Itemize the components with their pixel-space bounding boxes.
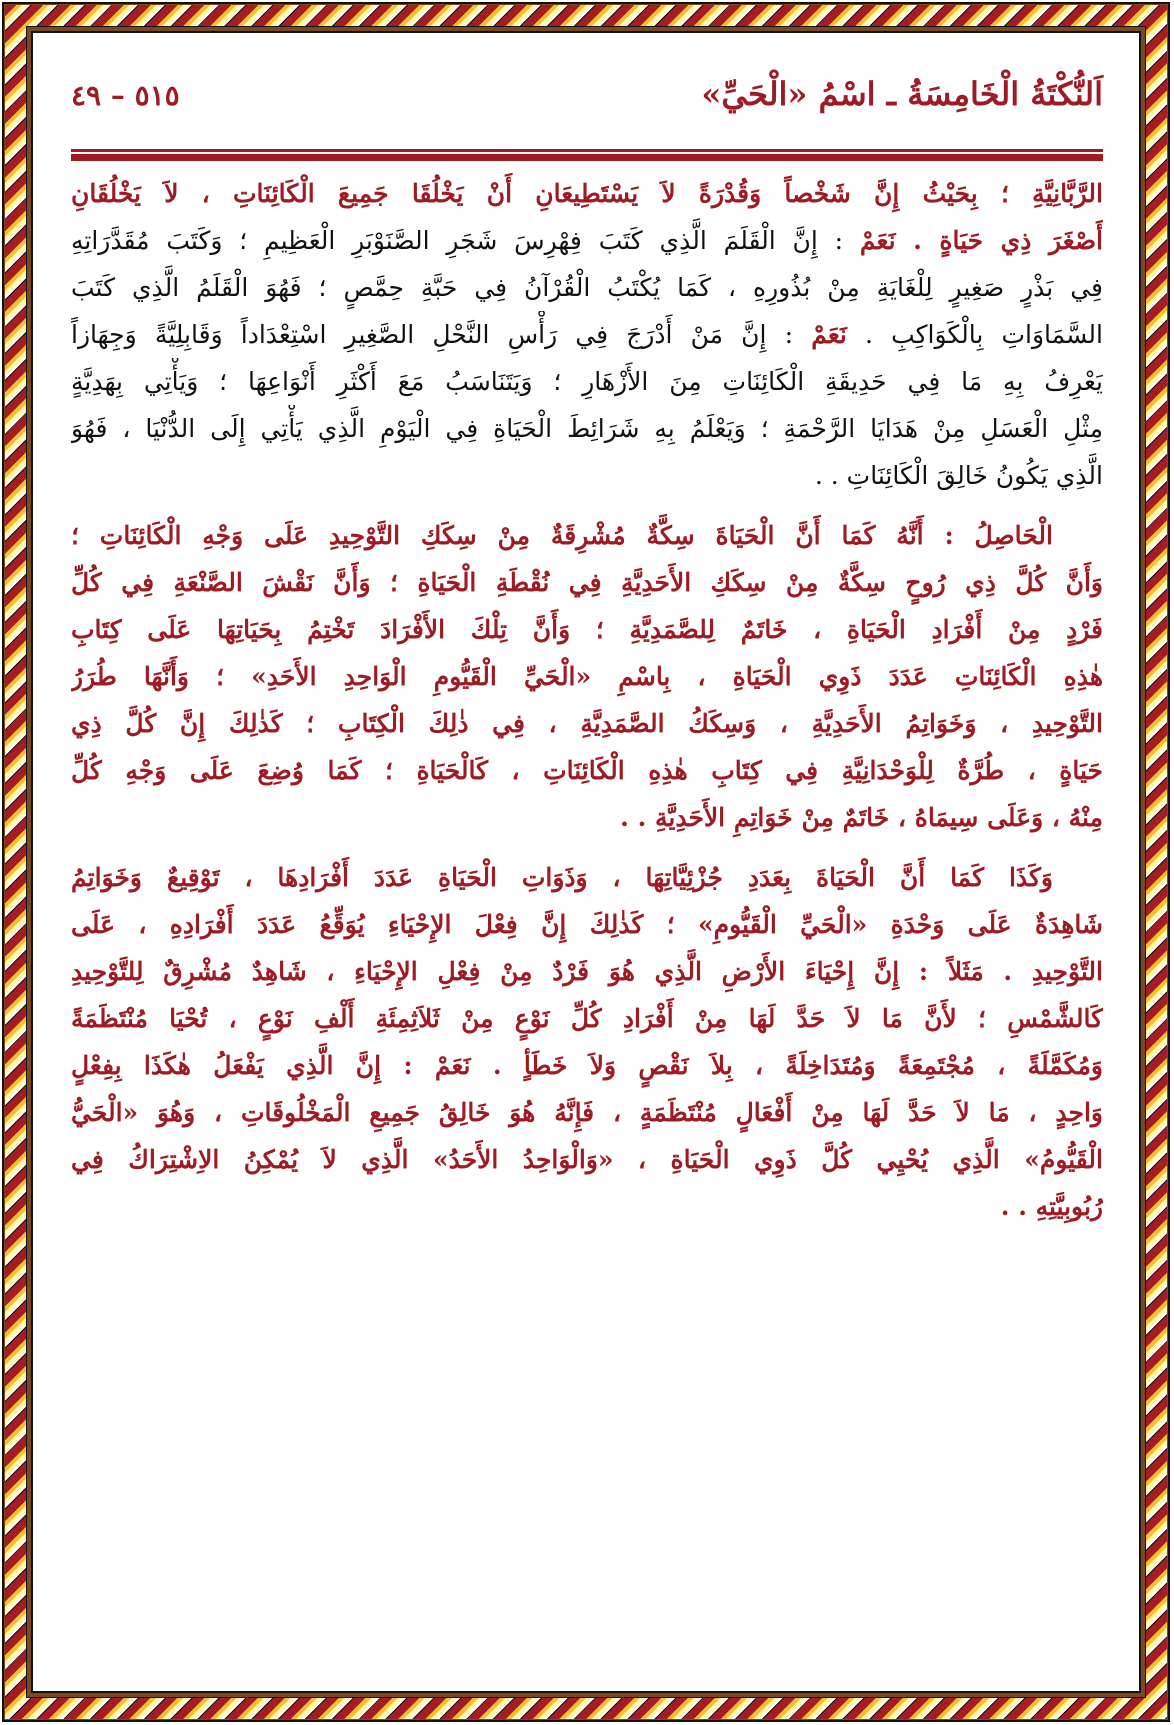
text-line [71, 794, 1103, 841]
text-line [71, 405, 1103, 452]
paragraph [71, 512, 1103, 841]
emphasis-text: وَاحِدٍ ، مَا لاَ حَدَّ لَهَا مِنْ أَفْعَالٍ مُنْتَظَمَةٍ ، فَإِنَّهُ هُوَ خَالِقُ جَمِيعِ الْمَخْلُوقَاتِ ، وَهُوَ «الْحَيُّ [71, 1098, 1103, 1127]
emphasis-text: التَّوْحِيدِ . مَثَلاً : إِنَّ إِحْيَاءَ الأَرْضِ الَّذِي هُوَ فَرْدٌ مِنْ فِعْلِ الإِحْيَاءِ ، شَاهِدٌ مُشْرِقٌ لِلتَّوْحِيدِ [71, 957, 1103, 986]
text-line [71, 606, 1103, 653]
paragraph [71, 170, 1103, 499]
emphasis-text: هٰذِهِ الْكَائِنَاتِ عَدَدَ ذَوِي الْحَيَاةِ ، بِاسْمِ «الْحَيِّ الْقَيُّومِ الْوَاحِدِ الأَحَدِ» ؛ وَأَنَّهَا طُرَرُ [71, 662, 1103, 691]
emphasis-text: التَّوْحِيدِ ، وَخَوَاتِمُ الأَحَدِيَّةِ ، وَسِكَكُ الصَّمَدِيَّةِ ، فِي ذٰلِكَ الْكِتَابِ ؛ كَذٰلِكَ إِنَّ كُلَّ ذِي [71, 709, 1103, 738]
text-line [71, 170, 1103, 217]
text-line [71, 311, 1103, 358]
emphasis-text: كَالشَّمْسِ ؛ لأَنَّ مَا لاَ حَدَّ لَهَا مِنْ أَفْرَادِ كُلِّ نَوْعٍ مِنْ ثَلاَثِمِئَةِ أَلْفِ نَوْعٍ ، تُحْيَا مُنْتَظَمَةً [71, 1004, 1103, 1033]
text-line [71, 1089, 1103, 1136]
text-line [71, 264, 1103, 311]
text-line [71, 1183, 1103, 1230]
emphasis-text: وَمُكَمَّلَةً ، مُجْتَمِعَةً وَمُتَدَاخِلَةً ، بِلاَ نَقْصٍ وَلاَ خَطَأٍ . نَعَمْ : إِنَّ الَّذِي يَفْعَلُ هٰكَذَا بِفِعْلٍ [71, 1051, 1103, 1080]
body-text-run: الَّذِي يَكُونُ خَالِقَ الْكَائِنَاتِ . . [814, 461, 1103, 490]
emphasis-text: شَاهِدَةٌ عَلَى وَحْدَةِ «الْحَيِّ الْقَيُّومِ» ؛ كَذٰلِكَ إِنَّ فِعْلَ الإِحْيَاءِ يُوَقِّعُ عَدَدَ أَفْرَادِهِ ، عَلَى [71, 910, 1103, 939]
body-text-run: : إِنَّ مَنْ أَدْرَجَ فِي رَأْسِ النَّحْلِ الصَّغِيرِ اسْتِعْدَاداً وَقَابِلِيَّةً وَجِهَازاً [71, 320, 812, 349]
emphasis-text: الْحَاصِلُ : أَنَّهُ كَمَا أَنَّ الْحَيَاةَ سِكَّةٌ مُشْرِقَةٌ مِنْ سِكَكِ التَّوْحِيدِ عَلَى وَجْهِ الْكَائِنَاتِ ؛ [71, 521, 1053, 550]
emphasis-text: مِنْهُ ، وَعَلَى سِيمَاهُ ، خَاتَمٌ مِنْ خَوَاتِمِ الأَحَدِيَّةِ . . [620, 803, 1103, 832]
text-line [71, 559, 1103, 606]
emphasis-text: نَعَمْ [811, 320, 847, 349]
text-line [71, 1136, 1103, 1183]
header-rule-thin [71, 149, 1103, 152]
text-line [71, 358, 1103, 405]
text-line [71, 700, 1103, 747]
text-line [71, 653, 1103, 700]
emphasis-text: وَكَذَا كَمَا أَنَّ الْحَيَاةَ بِعَدَدِ جُزْئِيَّاتِهَا ، وَذَوَاتِ الْحَيَاةِ عَدَدَ أَفْرَادِهَا ، تَوْقِيعٌ وَخَوَاتِمُ [71, 863, 1053, 892]
text-line [71, 901, 1103, 948]
text-line [71, 995, 1103, 1042]
running-header [71, 75, 1103, 125]
paragraph [71, 854, 1103, 1230]
emphasis-text: حَيَاةٍ ، طُرَّةٌ لِلْوَحْدَانِيَّةِ فِي كِتَابِ هٰذِهِ الْكَائِنَاتِ ، كَالْحَيَاةِ ؛ كَمَا وُضِعَ عَلَى وَجْهِ كُلِّ [71, 756, 1103, 785]
emphasis-text: أَصْغَرَ ذِي حَيَاةٍ . نَعَمْ [859, 226, 1103, 255]
chapter-title: اَلنُّكْتَةُ الْخَامِسَةُ ـ اسْمُ «الْحَيِّ» [701, 75, 1103, 113]
text-line [71, 217, 1103, 264]
body-text [71, 170, 1103, 1230]
emphasis-text: وَأَنَّ كُلَّ ذِي رُوحٍ سِكَّةٌ مِنْ سِكَكِ الأَحَدِيَّةِ فِي نُقْطَةِ الْحَيَاةِ ؛ وَأَنَّ نَقْشَ الصَّنْعَةِ فِي كُلِّ [71, 568, 1103, 597]
text-line [71, 948, 1103, 995]
text-line [71, 747, 1103, 794]
emphasis-text: الرَّبَّانِيَّةِ ؛ بِحَيْثُ إِنَّ شَخْصاً وَقُدْرَةً لاَ يَسْتَطِيعَانِ أَنْ يَخْلُقَا جَمِيعَ الْكَائِنَاتِ ، لاَ يَخْلُقَانِ [71, 179, 1103, 208]
text-line [71, 1042, 1103, 1089]
body-text-run: مِثْلِ الْعَسَلِ مِنْ هَدَايَا الرَّحْمَةِ ؛ وَيَعْلَمُ بِهِ شَرَائِطَ الْحَيَاةِ فِي الْيَوْمِ الَّذِي يَأْتِي إِلَى الدُّنْيَا ، فَهُوَ [71, 414, 1103, 443]
body-text-run: : إِنَّ الْقَلَمَ الَّذِي كَتَبَ فِهْرِسَ شَجَرِ الصَّنَوْبَرِ الْعَظِيمِ ؛ وَكَتَبَ مُقَدَّرَاتِهِ [71, 226, 860, 255]
body-text-run: السَّمَاوَاتِ بِالْكَوَاكِبِ . [846, 320, 1103, 349]
body-text-run: يَعْرِفُ بِهِ مَا فِي حَدِيقَةِ الْكَائِنَاتِ مِنَ الأَزْهَارِ ؛ وَيَتَنَاسَبُ مَعَ أَكْثَرِ أَنْوَاعِهَا ؛ وَيَأْتِي بِهَدِيَّةٍ [71, 367, 1103, 396]
emphasis-text: الْقَيُّومُ» الَّذِي يُحْيِي كُلَّ ذَوِي الْحَيَاةِ ، «وَالْوَاحِدُ الأَحَدُ» الَّذِي لاَ يُمْكِنُ الاِشْتِرَاكُ فِي [71, 1145, 1103, 1174]
emphasis-text: رُبُوبِيَّتِهِ . . [1000, 1192, 1103, 1221]
emphasis-text: فَرْدٍ مِنْ أَفْرَادِ الْحَيَاةِ ، خَاتَمٌ لِلصَّمَدِيَّةِ ؛ وَأَنَّ تِلْكَ الأَفْرَادَ تَخْتِمُ بِحَيَاتِهَا عَلَى كِتَابِ [71, 615, 1103, 644]
text-line [71, 452, 1103, 499]
text-line [71, 854, 1103, 901]
body-text-run: فِي بَذْرٍ صَغِيرٍ لِلْغَايَةِ مِنْ بُذُورِهِ ، كَمَا يُكْتَبُ الْقُرْآنُ فِي حَبَّةِ حِمَّصٍ ؛ فَهُوَ الْقَلَمُ الَّذِي كَتَبَ [71, 273, 1103, 302]
text-line [71, 512, 1103, 559]
header-rule-thick [71, 154, 1103, 161]
page-number: ٥١٥ – ٤٩ [71, 79, 180, 112]
